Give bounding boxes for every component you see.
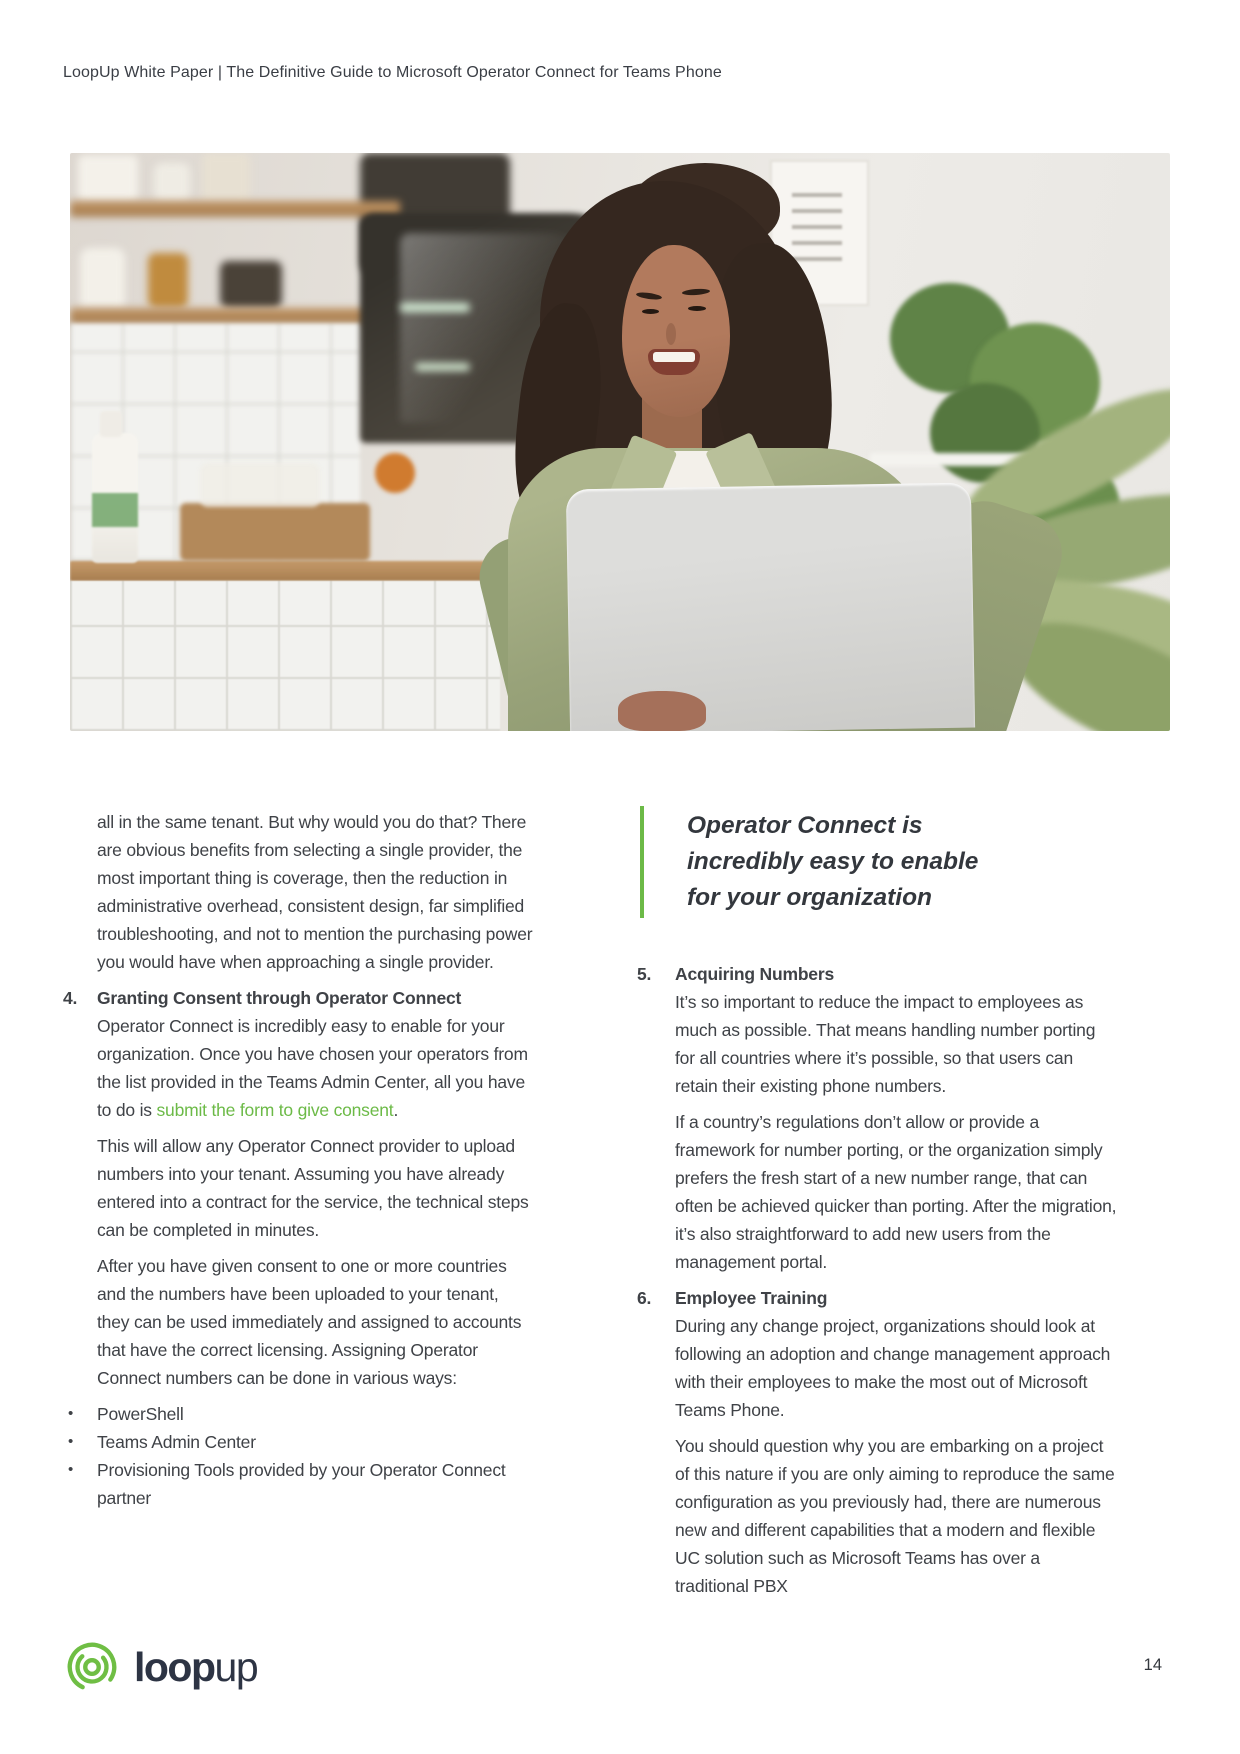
item-4-paragraph-1: Operator Connect is incredibly easy to enable for your organization. Once you have chosen your operators from the list provided in the Teams Admin Center, all you have to do is submit the form to give consent. [97, 1016, 528, 1120]
photo-eye-left [642, 309, 659, 314]
photo-shelf-cup [154, 163, 190, 201]
photo-counter-top [70, 561, 500, 581]
pull-quote: Operator Connect is incredibly easy to enable for your organization [640, 806, 1007, 918]
item-4-heading: Granting Consent through Operator Connect [97, 988, 462, 1008]
photo-shelf-box [202, 153, 250, 201]
photo-shelf-upper [70, 201, 400, 217]
photo-face [622, 245, 730, 417]
bullet-marker: • [68, 1405, 74, 1422]
photo-eye-right [688, 306, 706, 311]
item-6-heading: Employee Training [675, 1288, 828, 1308]
page-header: LoopUp White Paper | The Definitive Guide to Microsoft Operator Connect for Teams Phone [63, 64, 722, 81]
give-consent-link[interactable]: submit the form to give consent [156, 1100, 394, 1120]
bullet-label: Teams Admin Center [97, 1432, 256, 1452]
photo-dark-jars [220, 261, 282, 308]
photo-teeth [653, 352, 695, 362]
item-5-paragraph-2: If a country’s regulations don’t allow or provide a framework for number porting, or the organization simply prefers the fresh start of a new number range, that can often be achieved quicker than porting. After the migration, it’s also straightforward to add new users from the management portal. [675, 1112, 1117, 1272]
item-4-number: 4. [63, 988, 78, 1008]
item-6-paragraph-1: During any change project, organizations should look at following an adoption and change management approach with their employees to make the most out of Microsoft Teams Phone. [675, 1316, 1111, 1420]
loopup-logo [63, 1637, 257, 1697]
photo-shelf-items-top [78, 155, 138, 201]
numbered-item-4 [63, 984, 533, 1392]
item-5-paragraph-1: It’s so important to reduce the impact to employees as much as possible. That means handling number porting for all countries where it’s possible, so that users can retain their existing phone numbers. [675, 992, 1096, 1096]
photo-poster-text-lines [792, 193, 842, 263]
bullet-item-provisioning-tools [63, 1456, 533, 1512]
hero-photo [70, 153, 1170, 731]
photo-case-light-2 [415, 363, 470, 371]
bullet-marker: • [68, 1433, 74, 1450]
photo-case-light [400, 303, 470, 312]
photo-nose-shadow [666, 323, 676, 345]
loopup-logo-text: loopup [134, 1644, 258, 1690]
photo-white-jug [80, 248, 125, 308]
photo-counter-board [180, 503, 370, 561]
bullet-item-powershell [63, 1400, 533, 1428]
bullet-label: PowerShell [97, 1404, 184, 1424]
numbered-item-5 [637, 960, 1117, 1276]
numbered-item-6 [637, 1284, 1117, 1600]
photo-orange-item [375, 453, 415, 493]
intro-paragraph: all in the same tenant. But why would you do that? There are obvious benefits from selecting a single provider, the most important thing is coverage, then the reduction in administrative overhead, consistent design, far simplified troubleshooting, and not to mention the purchasing power you would have when approaching a single provider. [97, 812, 533, 972]
photo-tile-counter [70, 581, 500, 731]
photo-amber-jar [148, 253, 188, 308]
photo-hand [618, 691, 706, 731]
bullet-item-teams-admin-center [63, 1428, 533, 1456]
photo-spray-nozzle [100, 411, 122, 437]
right-column [637, 806, 1117, 1608]
item-4-paragraph-2: This will allow any Operator Connect provider to upload numbers into your tenant. Assuming you have already entered into a contract for the service, the technical steps can be completed in minutes. [97, 1136, 529, 1240]
item-5-heading: Acquiring Numbers [675, 964, 834, 984]
page-number: 14 [1143, 1656, 1162, 1674]
photo-laptop [566, 482, 975, 731]
item-6-paragraph-2: You should question why you are embarking on a project of this nature if you are only aiming to reproduce the same configuration as you previously had, there are numerous new and different capabilities that a modern and flexible UC solution such as Microsoft Teams has over a traditional PBX [675, 1436, 1115, 1596]
item-4-paragraph-3: After you have given consent to one or more countries and the numbers have been uploaded to your tenant, they can be used immediately and assigned to accounts that have the correct licensing. Assigning Operator Connect numbers can be done in various ways: [97, 1256, 522, 1388]
bullet-list [63, 1400, 533, 1512]
loopup-logo-icon [63, 1638, 121, 1696]
photo-spray-label [92, 493, 138, 527]
photo-counter-glasses [200, 463, 320, 507]
bullet-marker: • [68, 1461, 74, 1478]
left-column [63, 808, 533, 1512]
item-6-number: 6. [637, 1288, 652, 1308]
bullet-label: Provisioning Tools provided by your Operator Connect partner [97, 1460, 506, 1508]
item-5-number: 5. [637, 964, 652, 984]
